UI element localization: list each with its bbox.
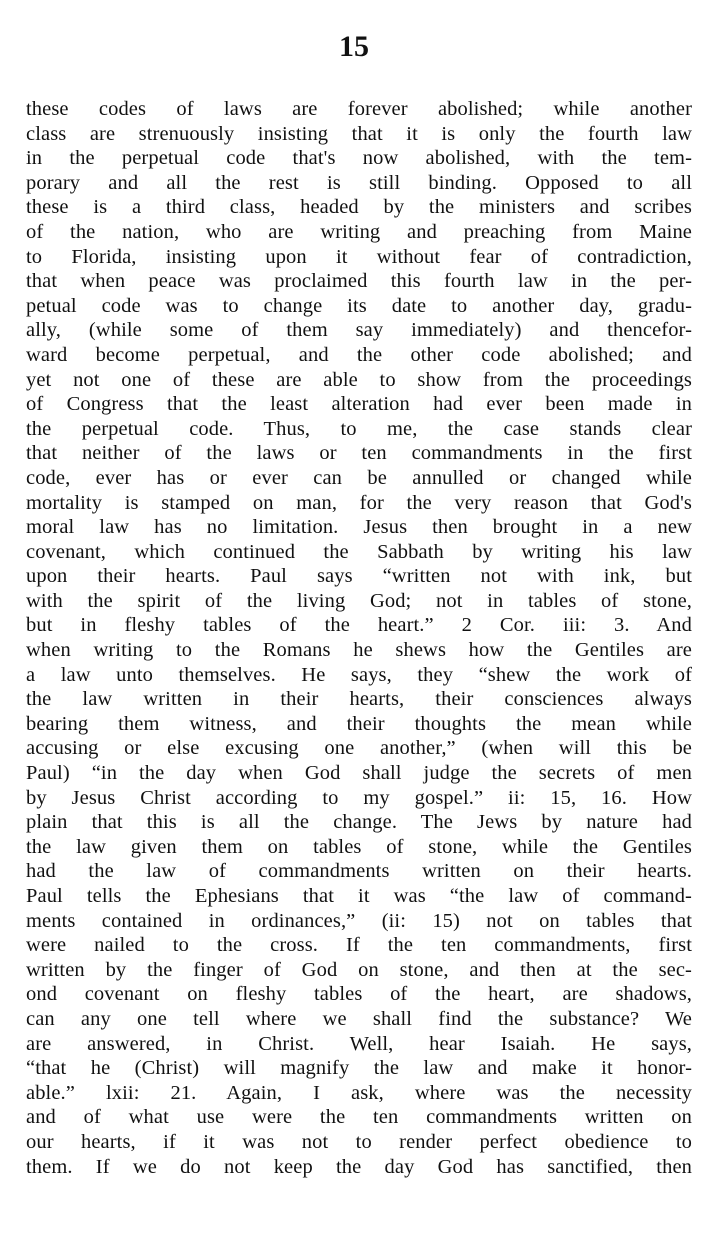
text-line: that neither of the laws or ten commandments in the first: [26, 442, 692, 465]
text-line: were nailed to the cross. If the ten commandments, first: [26, 934, 692, 957]
text-line: moral law has no limitation. Jesus then brought in a new: [26, 516, 692, 539]
text-line: to Florida, insisting upon it without fear of contradiction,: [26, 245, 692, 268]
text-line: by Jesus Christ according to my gospel.” ii: 15, 16. How: [26, 786, 692, 809]
text-line: are answered, in Christ. Well, hear Isaiah. He says,: [26, 1032, 692, 1055]
text-line: but in fleshy tables of the heart.” 2 Cor. iii: 3. And: [26, 614, 692, 637]
text-line: ward become perpetual, and the other code abolished; and: [26, 343, 692, 366]
text-line: them. If we do not keep the day God has sanctified, then: [26, 1155, 692, 1178]
text-line: porary and all the rest is still binding. Opposed to all: [26, 171, 692, 194]
text-line: written by the finger of God on stone, and then at the sec-: [26, 958, 692, 981]
text-line: the law written in their hearts, their consciences always: [26, 688, 692, 711]
text-line: that when peace was proclaimed this fourth law in the per-: [26, 270, 692, 293]
text-line: the perpetual code. Thus, to me, the case stands clear: [26, 417, 692, 440]
text-line: these is a third class, headed by the ministers and scribes: [26, 196, 692, 219]
body-text: [26, 97, 692, 1179]
text-line: the law given them on tables of stone, while the Gentiles: [26, 835, 692, 858]
text-line: petual code was to change its date to another day, gradu-: [26, 294, 692, 317]
text-line: when writing to the Romans he shews how the Gentiles are: [26, 639, 692, 662]
text-line: of Congress that the least alteration had ever been made in: [26, 393, 692, 416]
text-line: upon their hearts. Paul says “written not with ink, but: [26, 565, 692, 588]
text-line: with the spirit of the living God; not in tables of stone,: [26, 589, 692, 612]
text-line: a law unto themselves. He says, they “shew the work of: [26, 663, 692, 686]
text-line: able.” lxii: 21. Again, I ask, where was the necessity: [26, 1081, 692, 1104]
page-number: 15: [339, 30, 369, 63]
text-line: ments contained in ordinances,” (ii: 15) not on tables that: [26, 909, 692, 932]
text-line: can any one tell where we shall find the substance? We: [26, 1007, 692, 1030]
text-line: code, ever has or ever can be annulled or changed while: [26, 466, 692, 489]
text-line: Paul tells the Ephesians that it was “the law of command-: [26, 885, 692, 907]
text-line: of the nation, who are writing and preaching from Maine: [26, 220, 692, 243]
text-line: ally, (while some of them say immediately) and thencefor-: [26, 319, 692, 342]
text-line: and of what use were the ten commandments written on: [26, 1106, 692, 1129]
text-line: these codes of laws are forever abolished; while another: [26, 98, 692, 120]
text-line: Paul) “in the day when God shall judge the secrets of men: [26, 762, 692, 785]
text-line: had the law of commandments written on their hearts.: [26, 860, 692, 883]
text-line: class are strenuously insisting that it is only the fourth law: [26, 122, 692, 145]
text-line: yet not one of these are able to show from the proceedings: [26, 368, 692, 391]
text-line: plain that this is all the change. The Jews by nature had: [26, 811, 692, 834]
text-line: in the perpetual code that's now abolished, with the tem-: [26, 147, 692, 170]
text-line: “that he (Christ) will magnify the law and make it honor-: [26, 1057, 692, 1080]
text-line: mortality is stamped on man, for the very reason that God's: [26, 491, 692, 514]
text-line: accusing or else excusing one another,” (when will this be: [26, 737, 692, 760]
text-line: ond covenant on fleshy tables of the heart, are shadows,: [26, 983, 692, 1006]
text-line: covenant, which continued the Sabbath by writing his law: [26, 540, 692, 563]
text-line: bearing them witness, and their thoughts the mean while: [26, 712, 692, 735]
text-line: our hearts, if it was not to render perfect obedience to: [26, 1130, 692, 1153]
